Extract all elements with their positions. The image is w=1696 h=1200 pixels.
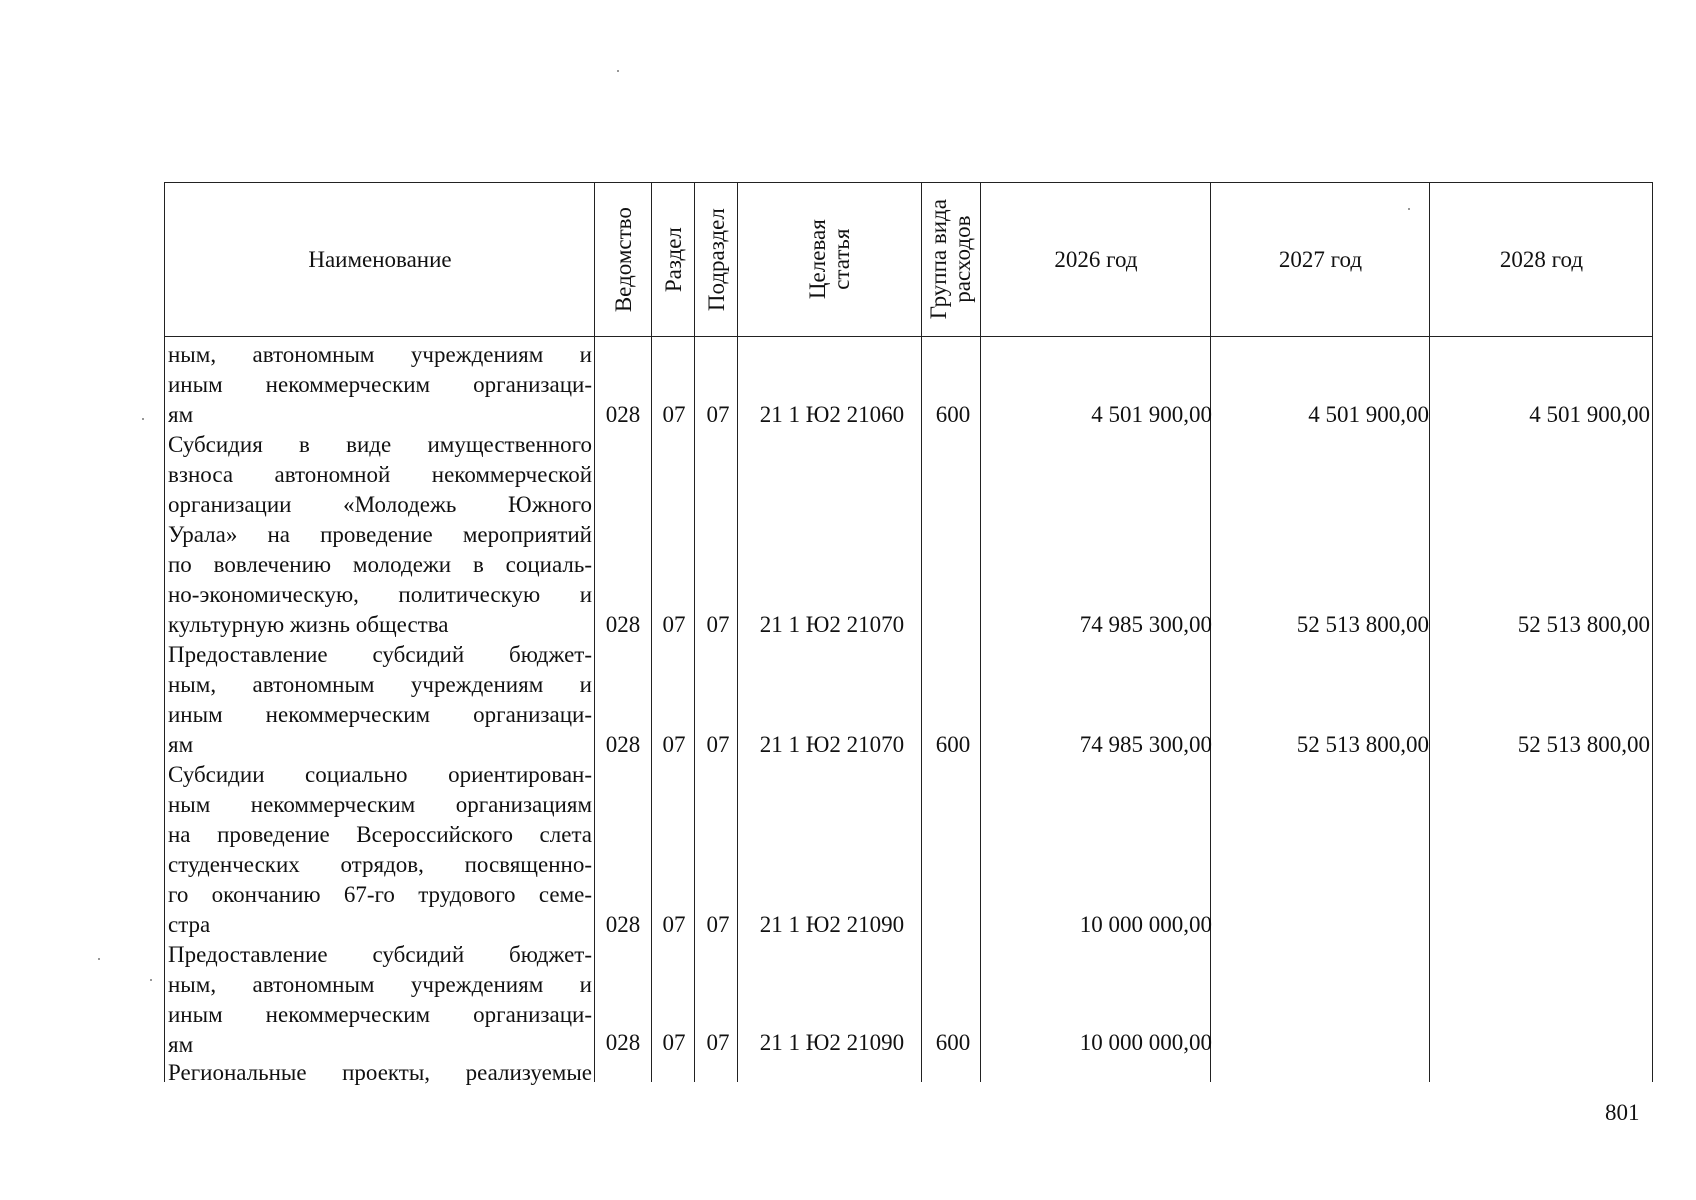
row-2-2027: 52 513 800,00 (1296, 732, 1429, 757)
header-razdel-label: Раздел (660, 226, 686, 293)
row-0-2026: 4 501 900,00 (1091, 402, 1212, 427)
row-3-2026: 10 000 000,00 (1079, 912, 1212, 937)
header-podrazdel (696, 183, 737, 336)
table-col-border (1652, 182, 1653, 1082)
row-3-razdel: 07 (662, 912, 686, 937)
header-razdel (653, 183, 694, 336)
header-vedomstvo-label: Ведомство (610, 206, 636, 313)
row-1-2027: 52 513 800,00 (1296, 612, 1429, 637)
row-3-name: Субсидии социально ориентирован- ным некоммерческим организациям на проведение Всероссийского слета студенческих отрядов, посвященно- го окончанию 67-го трудового семе- стра (168, 762, 592, 937)
row-0-name: ным, автономным учреждениям и иным некоммерческим организаци- ям (168, 342, 592, 427)
row-2-gruppa: 600 (935, 732, 971, 757)
header-2028 (1431, 183, 1652, 336)
header-2026 (982, 183, 1210, 336)
row-2-name: Предоставление субсидий бюджет- ным, автономным учреждениям и иным некоммерческим организаци- ям (168, 642, 592, 757)
header-tselevaya-line1: Целевая (804, 219, 830, 300)
row-2-razdel: 07 (662, 732, 686, 757)
table-col-border (651, 182, 652, 1082)
header-name (166, 183, 594, 336)
row-1-vedomstvo: 028 (605, 612, 641, 637)
row-4-2026: 10 000 000,00 (1079, 1030, 1212, 1055)
table-row-name (168, 340, 592, 430)
row-4-razdel: 07 (662, 1030, 686, 1055)
row-4-name: Предоставление субсидий бюджет- ным, автономным учреждениям и иным некоммерческим организаци- ям (168, 942, 592, 1057)
row-4-vedomstvo: 028 (605, 1030, 641, 1055)
scan-speck (98, 958, 100, 960)
row-0-tselevaya: 21 1 Ю2 21060 (759, 402, 905, 427)
scan-speck (142, 418, 144, 420)
row-2-2026: 74 985 300,00 (1079, 732, 1212, 757)
row-1-razdel: 07 (662, 612, 686, 637)
row-3-tselevaya: 21 1 Ю2 21090 (759, 912, 905, 937)
header-gruppa-line1: Группа вида (926, 199, 952, 320)
table-col-border (594, 182, 595, 1082)
header-tselevaya-statya-label (806, 220, 854, 300)
table-col-border (1429, 182, 1430, 1082)
row-1-2028: 52 513 800,00 (1517, 612, 1650, 637)
header-2027-label: 2027 год (1278, 246, 1363, 272)
row-1-tselevaya: 21 1 Ю2 21070 (759, 612, 905, 637)
row-4-podrazdel: 07 (706, 1030, 730, 1055)
page-number: 801 (1605, 1100, 1640, 1125)
header-gruppa-label (927, 199, 975, 319)
row-0-gruppa: 600 (935, 402, 971, 427)
row-0-vedomstvo: 028 (605, 402, 641, 427)
row-1-2026: 74 985 300,00 (1079, 612, 1212, 637)
row-3-podrazdel: 07 (706, 912, 730, 937)
row-1-podrazdel: 07 (706, 612, 730, 637)
table-col-border (164, 182, 165, 1082)
row-1-name: Субсидия в виде имущественного взноса автономной некоммерческой организации «Молодежь Южного Урала» на проведение мероприятий по вовлечению молодежи в социаль- но-экономическую, политическую и культурную жизнь общества (168, 432, 592, 637)
header-2028-label: 2028 год (1499, 246, 1584, 272)
header-2027 (1212, 183, 1429, 336)
scan-speck (1408, 208, 1410, 210)
row-4-tselevaya: 21 1 Ю2 21090 (759, 1030, 905, 1055)
row-0-podrazdel: 07 (706, 402, 730, 427)
row-2-2028: 52 513 800,00 (1517, 732, 1650, 757)
row-4-gruppa: 600 (935, 1030, 971, 1055)
header-gruppa-line2: расходов (950, 215, 976, 304)
row-0-2027: 4 501 900,00 (1308, 402, 1429, 427)
header-tselevaya-line2: статья (828, 228, 854, 291)
row-3-vedomstvo: 028 (605, 912, 641, 937)
row-5-name-text: Региональные проекты, реализуемые (168, 1060, 592, 1085)
table-col-border (980, 182, 981, 1082)
header-name-label: Наименование (308, 246, 452, 272)
header-tselevaya-statya (739, 183, 921, 336)
scan-speck (617, 70, 619, 72)
row-5-name (168, 1058, 592, 1088)
header-gruppa-vida-rashodov (923, 183, 980, 336)
header-2026-label: 2026 год (1054, 246, 1138, 272)
row-2-vedomstvo: 028 (605, 732, 641, 757)
header-podrazdel-label: Подраздел (703, 208, 729, 311)
header-vedomstvo (596, 183, 651, 336)
scan-speck (150, 979, 152, 981)
row-2-tselevaya: 21 1 Ю2 21070 (759, 732, 905, 757)
row-0-2028: 4 501 900,00 (1529, 402, 1650, 427)
row-2-podrazdel: 07 (706, 732, 730, 757)
row-0-razdel: 07 (662, 402, 686, 427)
